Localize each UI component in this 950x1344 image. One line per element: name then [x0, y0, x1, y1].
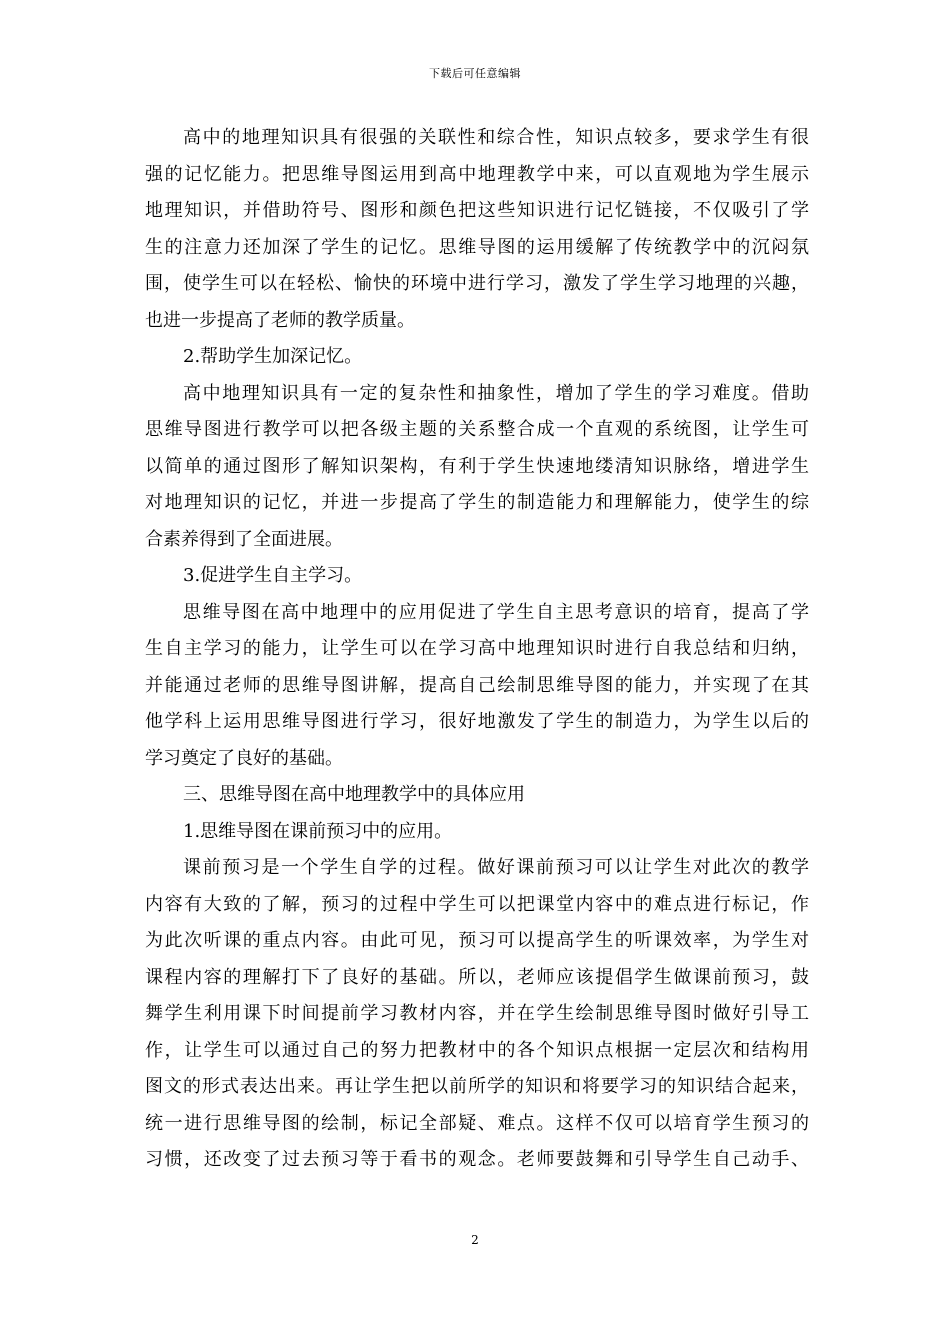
heading-line: 1.思维导图在课前预习中的应用。 [183, 820, 453, 842]
text-line: 生自主学习的能力，让学生可以在学习高中地理知识时进行自我总结和归纳， [145, 638, 809, 659]
section-heading-autonomy [145, 558, 809, 595]
text-line: 思维导图在高中地理中的应用促进了学生自主思考意识的培育，提高了学 [183, 601, 809, 623]
section-heading-preview [145, 814, 809, 851]
text-line: 为此次听课的重点内容。由此可见，预习可以提高学生的听课效率，为学生对 [145, 930, 809, 951]
text-line: 也进一步提高了老师的教学质量。 [145, 309, 415, 331]
text-line: 作，让学生可以通过自己的努力把教材中的各个知识点根据一定层次和结构用 [145, 1039, 809, 1061]
text-line: 地理知识，并借助符号、图形和颜色把这些知识进行记忆链接，不仅吸引了学 [145, 200, 809, 221]
text-line: 高中的地理知识具有很强的关联性和综合性，知识点较多，要求学生有很 [183, 127, 809, 148]
paragraph-intro [145, 120, 809, 339]
text-line: 课程内容的理解打下了良好的基础。所以，老师应该提倡学生做课前预习，鼓 [145, 966, 809, 988]
document-body [145, 120, 809, 1179]
text-line: 生的注意力还加深了学生的记忆。思维导图的运用缓解了传统教学中的沉闷氛 [145, 236, 809, 258]
section-heading-memory [145, 339, 809, 376]
text-line: 课前预习是一个学生自学的过程。做好课前预习可以让学生对此次的教学 [183, 857, 809, 878]
paragraph-preview [145, 850, 809, 1179]
text-line: 对地理知识的记忆，并进一步提高了学生的制造能力和理解能力，使学生的综 [145, 492, 809, 513]
heading-line: 2.帮助学生加深记忆。 [183, 346, 363, 367]
text-line: 统一进行思维导图的绘制，标记全部疑、难点。这样不仅可以培育学生预习的 [145, 1112, 809, 1134]
text-line: 他学科上运用思维导图进行学习，很好地激发了学生的制造力，为学生以后的 [145, 711, 809, 732]
chapter-heading-application [145, 777, 809, 814]
text-line: 强的记忆能力。把思维导图运用到高中地理教学中来，可以直观地为学生展示 [145, 163, 809, 185]
paragraph-autonomy [145, 595, 809, 778]
text-line: 高中地理知识具有一定的复杂性和抽象性，增加了学生的学习难度。借助 [183, 382, 809, 404]
page-number: 2 [471, 1233, 479, 1247]
text-line: 习惯，还改变了过去预习等于看书的观念。老师要鼓舞和引导学生自己动手、 [145, 1149, 809, 1170]
text-line: 思维导图进行教学可以把各级主题的关系整合成一个直观的系统图，让学生可 [145, 419, 809, 440]
heading-line: 3.促进学生自主学习。 [183, 565, 363, 586]
text-line: 以简单的通过图形了解知识架构，有利于学生快速地缕清知识脉络，增进学生 [145, 455, 809, 477]
text-line: 学习奠定了良好的基础。 [145, 747, 343, 769]
text-line: 图文的形式表达出来。再让学生把以前所学的知识和将要学习的知识结合起来， [145, 1076, 809, 1097]
page-header-note: 下载后可任意编辑 [429, 67, 521, 80]
text-line: 围，使学生可以在轻松、愉快的环境中进行学习，激发了学生学习地理的兴趣， [145, 273, 809, 294]
text-line: 舞学生利用课下时间提前学习教材内容，并在学生绘制思维导图时做好引导工 [145, 1003, 809, 1024]
text-line: 内容有大致的了解，预习的过程中学生可以把课堂内容中的难点进行标记，作 [145, 893, 809, 915]
paragraph-memory [145, 376, 809, 559]
text-line: 合素养得到了全面进展。 [145, 528, 343, 550]
heading-line: 三、思维导图在高中地理教学中的具体应用 [183, 784, 525, 805]
text-line: 并能通过老师的思维导图讲解，提高自己绘制思维导图的能力，并实现了在其 [145, 674, 809, 696]
